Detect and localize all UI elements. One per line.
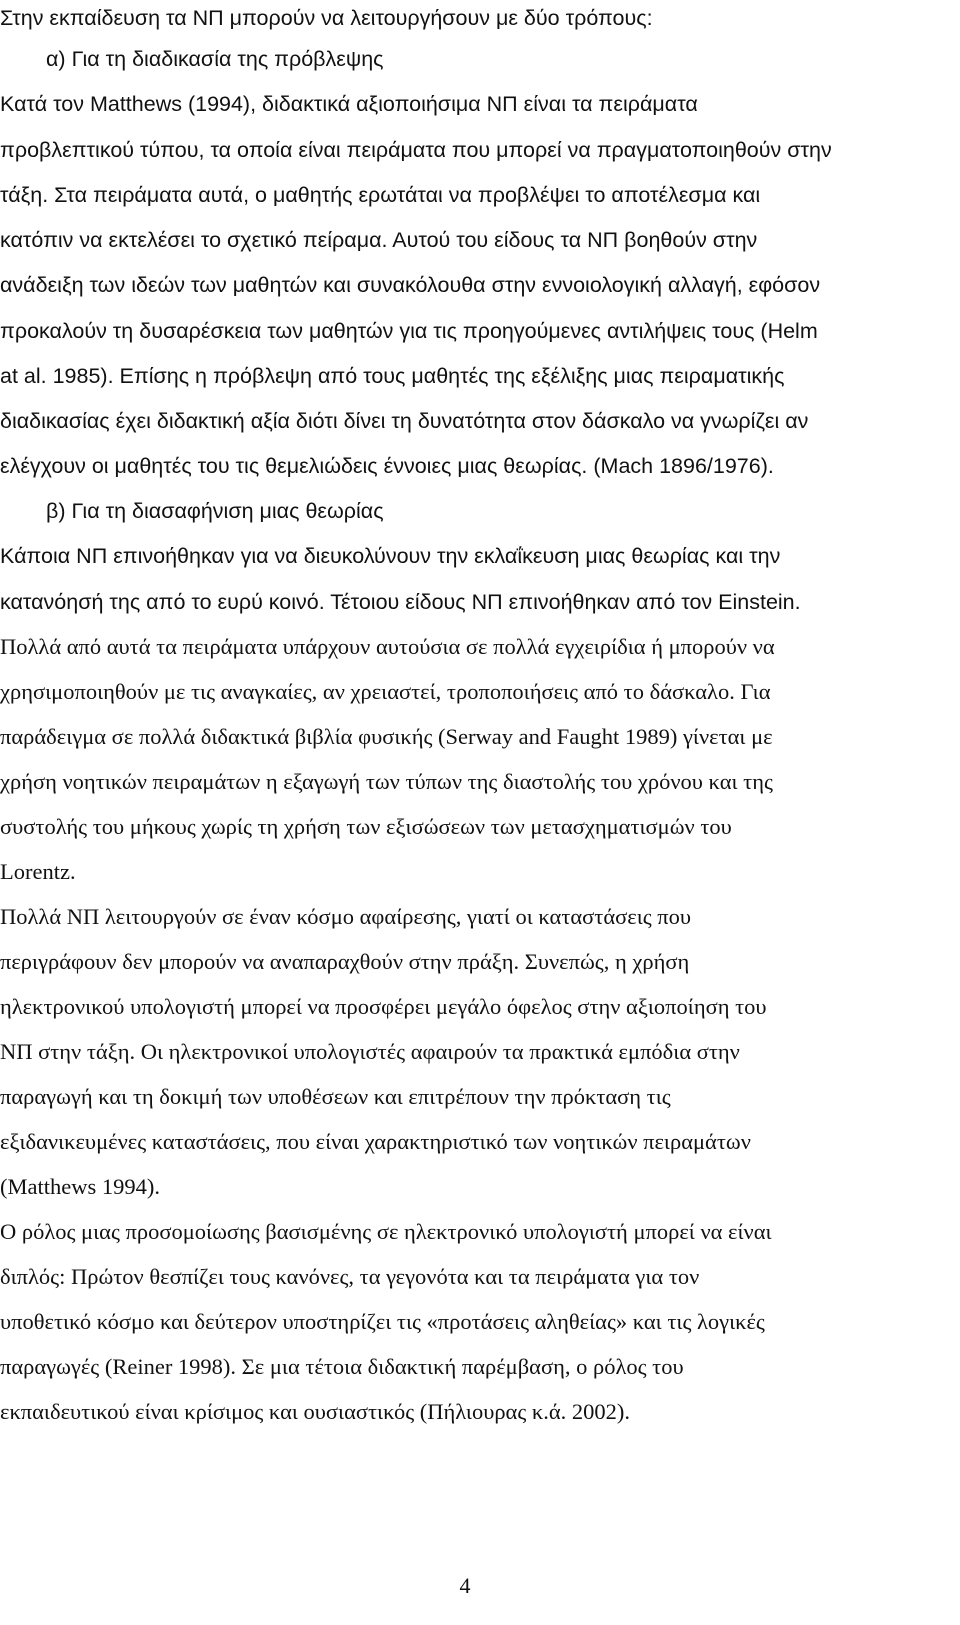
text-line: διπλός: Πρώτον θεσπίζει τους κανόνες, τα γεγονότα και τα πειράματα για τον bbox=[0, 1264, 700, 1289]
text-line: Στην εκπαίδευση τα ΝΠ μπορούν να λειτουργήσουν με δύο τρόπους: bbox=[0, 6, 653, 30]
text-line: τάξη. Στα πειράματα αυτά, ο μαθητής ερωτάται να προβλέψει το αποτέλεσμα και bbox=[0, 183, 761, 207]
text-line: παράδειγμα σε πολλά διδακτικά βιβλία φυσικής (Serway and Faught 1989) γίνεται με bbox=[0, 724, 773, 749]
text-line: Ο ρόλος μιας προσομοίωσης βασισμένης σε ηλεκτρονικό υπολογιστή μπορεί να είναι bbox=[0, 1219, 772, 1244]
text-line: παραγωγή και τη δοκιμή των υποθέσεων και επιτρέπουν την πρόκταση τις bbox=[0, 1084, 671, 1109]
text-line: Κάποια ΝΠ επινοήθηκαν για να διευκολύνουν την εκλαΐκευση μιας θεωρίας και την bbox=[0, 544, 781, 568]
text-line: ΝΠ στην τάξη. Οι ηλεκτρονικοί υπολογιστές αφαιρούν τα πρακτικά εμπόδια στην bbox=[0, 1039, 740, 1064]
text-line: at al. 1985). Επίσης η πρόβλεψη από τους μαθητές της εξέλιξης μιας πειραματικής bbox=[0, 364, 785, 388]
text-line: διαδικασίας έχει διδακτική αξία διότι δίνει τη δυνατότητα στον δάσκαλο να γνωρίζει αν bbox=[0, 409, 809, 433]
text-line: Πολλά ΝΠ λειτουργούν σε έναν κόσμο αφαίρεσης, γιατί οι καταστάσεις που bbox=[0, 904, 692, 929]
text-line: προβλεπτικού τύπου, τα οποία είναι πειράματα που μπορεί να πραγματοποιηθούν στην bbox=[0, 138, 832, 162]
text-line: περιγράφουν δεν μπορούν να αναπαραχθούν στην πράξη. Συνεπώς, η χρήση bbox=[0, 949, 690, 974]
text-line: κατόπιν να εκτελέσει το σχετικό πείραμα. Αυτού του είδους τα ΝΠ βοηθούν στην bbox=[0, 228, 758, 252]
page-number: 4 bbox=[459, 1573, 471, 1598]
section-heading-clarification: β) Για τη διασαφήνιση μιας θεωρίας bbox=[46, 499, 384, 523]
text-line: συστολής του μήκους χωρίς τη χρήση των εξισώσεων των μετασχηματισμών του bbox=[0, 814, 732, 839]
text-line: ηλεκτρονικού υπολογιστή μπορεί να προσφέρει μεγάλο όφελος στην αξιοποίηση του bbox=[0, 994, 767, 1019]
text-line: υποθετικό κόσμο και δεύτερον υποστηρίζει τις «προτάσεις αληθείας» και τις λογικές bbox=[0, 1309, 765, 1334]
text-line: χρησιμοποιηθούν με τις αναγκαίες, αν χρειαστεί, τροποποιήσεις από το δάσκαλο. Για bbox=[0, 679, 771, 704]
text-line: (Matthews 1994). bbox=[0, 1174, 160, 1199]
text-line: εξιδανικευμένες καταστάσεις, που είναι χαρακτηριστικό των νοητικών πειραμάτων bbox=[0, 1129, 751, 1154]
text-line: ανάδειξη των ιδεών των μαθητών και συνακόλουθα στην εννοιολογική αλλαγή, εφόσον bbox=[0, 273, 821, 297]
text-line: παραγωγές (Reiner 1998). Σε μια τέτοια διδακτική παρέμβαση, ο ρόλος του bbox=[0, 1354, 684, 1379]
text-line: κατανόησή της από το ευρύ κοινό. Τέτοιου είδους ΝΠ επινοήθηκαν από τον Einstein. bbox=[0, 590, 801, 614]
text-line: Πολλά από αυτά τα πειράματα υπάρχουν αυτούσια σε πολλά εγχειρίδια ή μπορούν να bbox=[0, 634, 775, 659]
section-heading-prediction: α) Για τη διαδικασία της πρόβλεψης bbox=[46, 47, 384, 71]
text-line: χρήση νοητικών πειραμάτων η εξαγωγή των τύπων της διαστολής του χρόνου και της bbox=[0, 769, 773, 794]
text-line: Lorentz. bbox=[0, 859, 76, 884]
text-line: προκαλούν τη δυσαρέσκεια των μαθητών για τις προηγούμενες αντιλήψεις τους (Helm bbox=[0, 319, 818, 343]
text-line: Κατά τον Matthews (1994), διδακτικά αξιοποιήσιμα ΝΠ είναι τα πειράματα bbox=[0, 92, 698, 116]
text-line: ελέγχουν οι μαθητές του τις θεμελιώδεις έννοιες μιας θεωρίας. (Mach 1896/1976). bbox=[0, 454, 774, 478]
text-line: εκπαιδευτικού είναι κρίσιμος και ουσιαστικός (Πήλιουρας κ.ά. 2002). bbox=[0, 1399, 630, 1424]
